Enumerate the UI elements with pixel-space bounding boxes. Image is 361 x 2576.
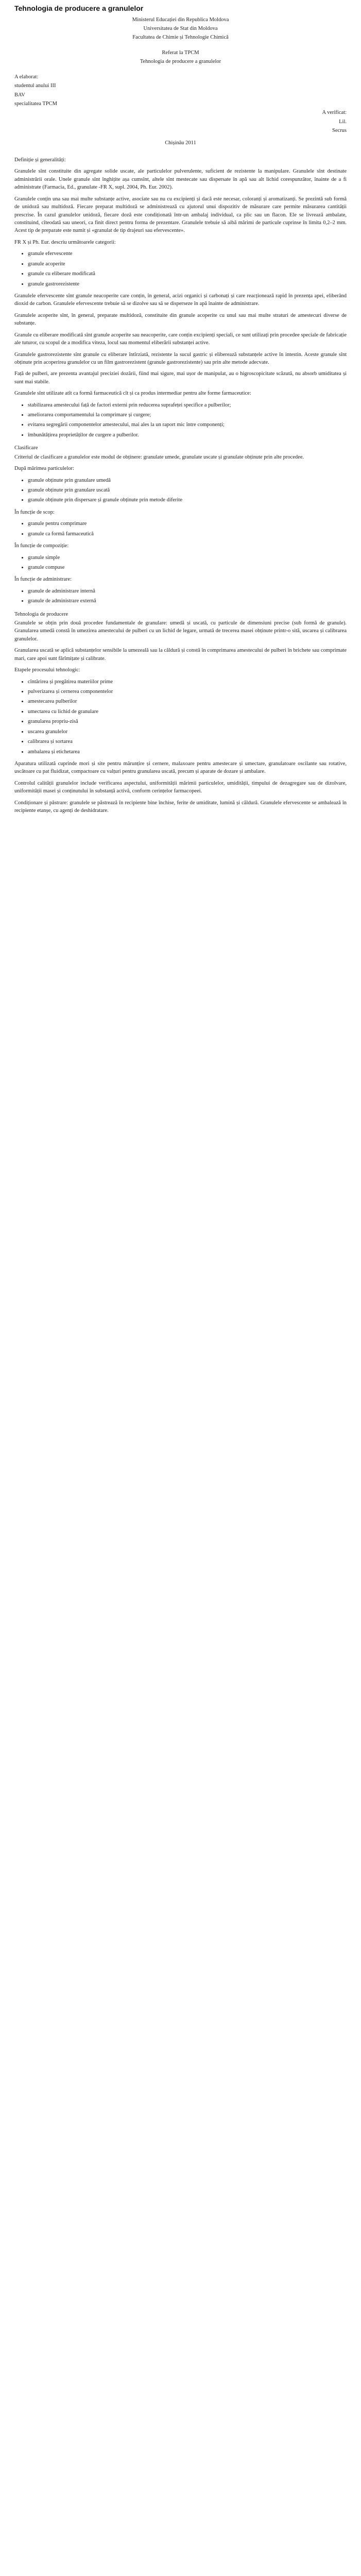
section xyxy=(14,444,347,605)
paragraph: Condiționare și păstrare: granulele se păstrează în recipiente bine închise, ferite de umiditate, lumină și căldură. Granulele efervescente se ambalează în recipiente etanșe, cu agenți de deshidratare. xyxy=(14,800,347,814)
list-item: • granule efervescente xyxy=(28,250,347,258)
paragraph: Granulele acoperite sînt, în general, preparate multidoză, constituite din granule acoperite cu unul sau mai multe straturi de amestecuri diverse de substanțe. xyxy=(14,312,347,327)
report-label: Referat la TPCM xyxy=(162,49,199,56)
list-item: • granule obținute prin dispersare și granule obținute prin metode diferite xyxy=(28,496,347,504)
report-title: Tehnologia de producere a granulelor xyxy=(140,59,221,65)
report-heading xyxy=(14,49,347,66)
section xyxy=(14,611,347,815)
list-item: • granule de administrare internă xyxy=(28,587,347,595)
bullet-list xyxy=(14,587,347,605)
list-item: • cîntărirea și pregătirea materiilor prime xyxy=(28,678,347,686)
bullet-list xyxy=(14,554,347,572)
list-item: • granule de administrare externă xyxy=(28,597,347,605)
list-item: • stabilizarea amestecului față de factori externi prin reducerea suprafeței specifice a pulberilor; xyxy=(28,401,347,409)
list-item: • calibrarea și sortarea xyxy=(28,738,347,745)
paragraph: Granulele se obțin prin două procedee fundamentale de granulare: umedă și uscată, cu particule de dimensiuni precise (sub formă de granule). Granularea umedă constă în umezirea amestecului de pulberi cu un lichid de legare, urmată de trecerea masei obținute printr-o sită, uscarea și calibrarea granulelor. xyxy=(14,620,347,642)
list-item: • evitarea segregării componentelor amestecului, mai ales la un raport mic între componenți; xyxy=(28,421,347,429)
paragraph: Față de pulberi, are prezenta avantajul preciziei dozării, fiind mai sigure, mai ușor de manipulat, au o higroscopicitate scăzută, nu absorb umiditatea și sunt mai stabile. xyxy=(14,371,347,385)
paragraph: În funcție de administrare: xyxy=(14,577,72,583)
list-item: • granule gastrorezistente xyxy=(28,280,347,288)
checker-line-2: Secrus xyxy=(332,128,347,134)
ministry-name: Ministerul Educației din Republica Moldova xyxy=(132,16,229,23)
document-body xyxy=(14,156,347,815)
list-item: • granule compuse xyxy=(28,564,347,571)
list-item: • granularea propriu-zisă xyxy=(28,718,347,725)
checker-block xyxy=(14,109,347,134)
paragraph: Granulele efervescente sînt granule neacoperite care conțin, în general, acizi organici și carbonați și care reacționează rapid în prezența apei, eliberând dioxid de carbon. Granulele efervescente trebuie să se dizolve sau să se disperseze în apă înainte de administrare. xyxy=(14,293,347,307)
paragraph: În funcție de scop: xyxy=(14,509,55,515)
list-item: • pulverizarea și cernerea componentelor xyxy=(28,688,347,696)
paragraph: Controlul calității granulelor include verificarea aspectului, uniformității mărimii particulelor, umidității, timpului de dezagregare sau de dizolvare, uniformității masei și conținutului în substanță activă, conform cerințelor farmacopeei. xyxy=(14,780,347,794)
list-item: • granule obținute prin granulare umedă xyxy=(28,477,347,484)
checker-label: A verificat: xyxy=(322,110,347,116)
paragraph: FR X și Ph. Eur. descriu următoarele categorii: xyxy=(14,239,116,245)
document xyxy=(0,0,361,825)
list-item: • amestecarea pulberilor xyxy=(28,698,347,705)
list-item: • granule simple xyxy=(28,554,347,562)
list-item: • granule acoperite xyxy=(28,260,347,268)
paragraph: Granule cu eliberare modificată sînt granule acoperite sau neacoperite, care conțin excipienți speciali, ce sunt utilizați prin procedee speciale de fabricație ale tuturor, cu scopul de a modifica viteza, locul sau momentul eliberării substanței active. xyxy=(14,332,347,346)
paragraph: Definiție și generalități: xyxy=(14,157,66,163)
author-line-3: BAV xyxy=(14,92,25,98)
bullet-list xyxy=(14,401,347,439)
paragraph: În funcție de compoziție: xyxy=(14,543,69,549)
bullet-list xyxy=(14,520,347,538)
list-item: • uscarea granulelor xyxy=(28,728,347,736)
university-name: Universitatea de Stat din Moldova xyxy=(143,26,218,31)
list-item: • ameliorarea comportamentului la comprimare și curgere; xyxy=(28,411,347,419)
city-year: Chișinău 2011 xyxy=(165,140,196,146)
bullet-list xyxy=(14,477,347,504)
section-heading: Clasificare xyxy=(14,445,38,451)
list-item: • granule cu eliberare modificată xyxy=(28,270,347,278)
paragraph: Aparatura utilizată cuprinde mori și site pentru mărunțire și cernere, malaxoare pentru amestecare și umectare, granulatoare oscilante sau rotative, uscătoare cu pat fluidizat, compactoare cu valțuri pentru granularea uscată, precum și aparate de dozare și ambalare. xyxy=(14,760,347,775)
list-item: • umectarea cu lichid de granulare xyxy=(28,708,347,716)
list-item: • ambalarea și etichetarea xyxy=(28,748,347,756)
paragraph: Granulele sînt constituite din agregate solide uscate, ale particulelor pulverulente, suficient de rezistente la manipulare. Granulele sînt destinate administrării orale. Unele granule sînt înghițite așa cumsînt, altele sînt mestecate sau dispersate în apă sau alt lichid corespunzător, înainte de a fi administrate (Farmacia, Ed., granulate -FR X, supl. 2004, Ph. Eur. 2002). xyxy=(14,168,347,191)
list-item: • îmbunătățirea proprietăților de curgere a pulberilor. xyxy=(28,431,347,439)
paragraph: Etapele procesului tehnologic: xyxy=(14,667,80,673)
section-heading: Tehnologia de producere xyxy=(14,611,68,617)
paragraph: Granulele conțin una sau mai multe substanțe active, asociate sau nu cu excipienți și dacă este necesar, coloranți și aromatizanți. Se prezintă sub formă de unidoză sau multidoză. Fiecare preparat multidoză se administrează cu ajutorul unui dispozitiv de măsurare care permite măsurarea cantității prescrise. În cazul granulelor unidoză, fiecare doză este condiționată într-un ambalaj individual, ca plic sau un flacon. Ele se livrează ambalate, constituind, cîteodată sau uneori, ca finit direct pentru forma de prezentare. Granulele trebuie să aibă mărimi de particule cuprinse în limita 0,2–2 mm. Acest tip de preparate este numit și «granulat de tip drajeuri sau efervescente». xyxy=(14,196,347,234)
bullet-list xyxy=(14,250,347,288)
list-item: • granule ca formă farmaceutică xyxy=(28,530,347,538)
paragraph: Granulele sînt utilizate atît ca formă farmaceutică cît și ca produs intermediar pentru alte forme farmaceutice: xyxy=(14,391,251,397)
list-item: • granule obținute prin granulare uscată xyxy=(28,486,347,494)
faculty-name: Facultatea de Chimie și Tehnologie Chimică xyxy=(132,35,229,41)
checker-line-1: Lil. xyxy=(339,118,347,125)
paragraph: Granulele gastrorezistente sînt granule cu eliberare întîrziată, rezistente la sucul gastric și eliberează substanțele active în intestin. Aceste granule sînt obținute prin acoperirea granulelor cu un film gastrorezistent (granule gastrorezistente) sau prin alte metode adecvate. xyxy=(14,351,347,365)
list-item: • granule pentru comprimare xyxy=(28,520,347,528)
document-title: Tehnologia de producere a granulelor xyxy=(14,4,144,12)
author-line-4: specialitatea TPCM xyxy=(14,100,57,107)
author-line-1: A elaborat: xyxy=(14,74,39,80)
section xyxy=(14,156,347,439)
bullet-list xyxy=(14,678,347,756)
author-block xyxy=(14,73,347,108)
author-line-2: studentul anului III xyxy=(14,83,56,89)
institution-header xyxy=(14,16,347,42)
paragraph: Criteriul de clasificare a granulelor este modul de obținere: granulate umede, granulate uscate și granulate obținute prin alte procedee. xyxy=(14,454,304,460)
paragraph: Granularea uscată se aplică substanțelor sensibile la umezeală sau la căldură și constă în comprimarea amestecului de pulberi în brichete sau comprimate mari, care apoi sunt fărîmițate și calibrate. xyxy=(14,648,347,662)
paragraph: După mărimea particulelor: xyxy=(14,466,75,472)
